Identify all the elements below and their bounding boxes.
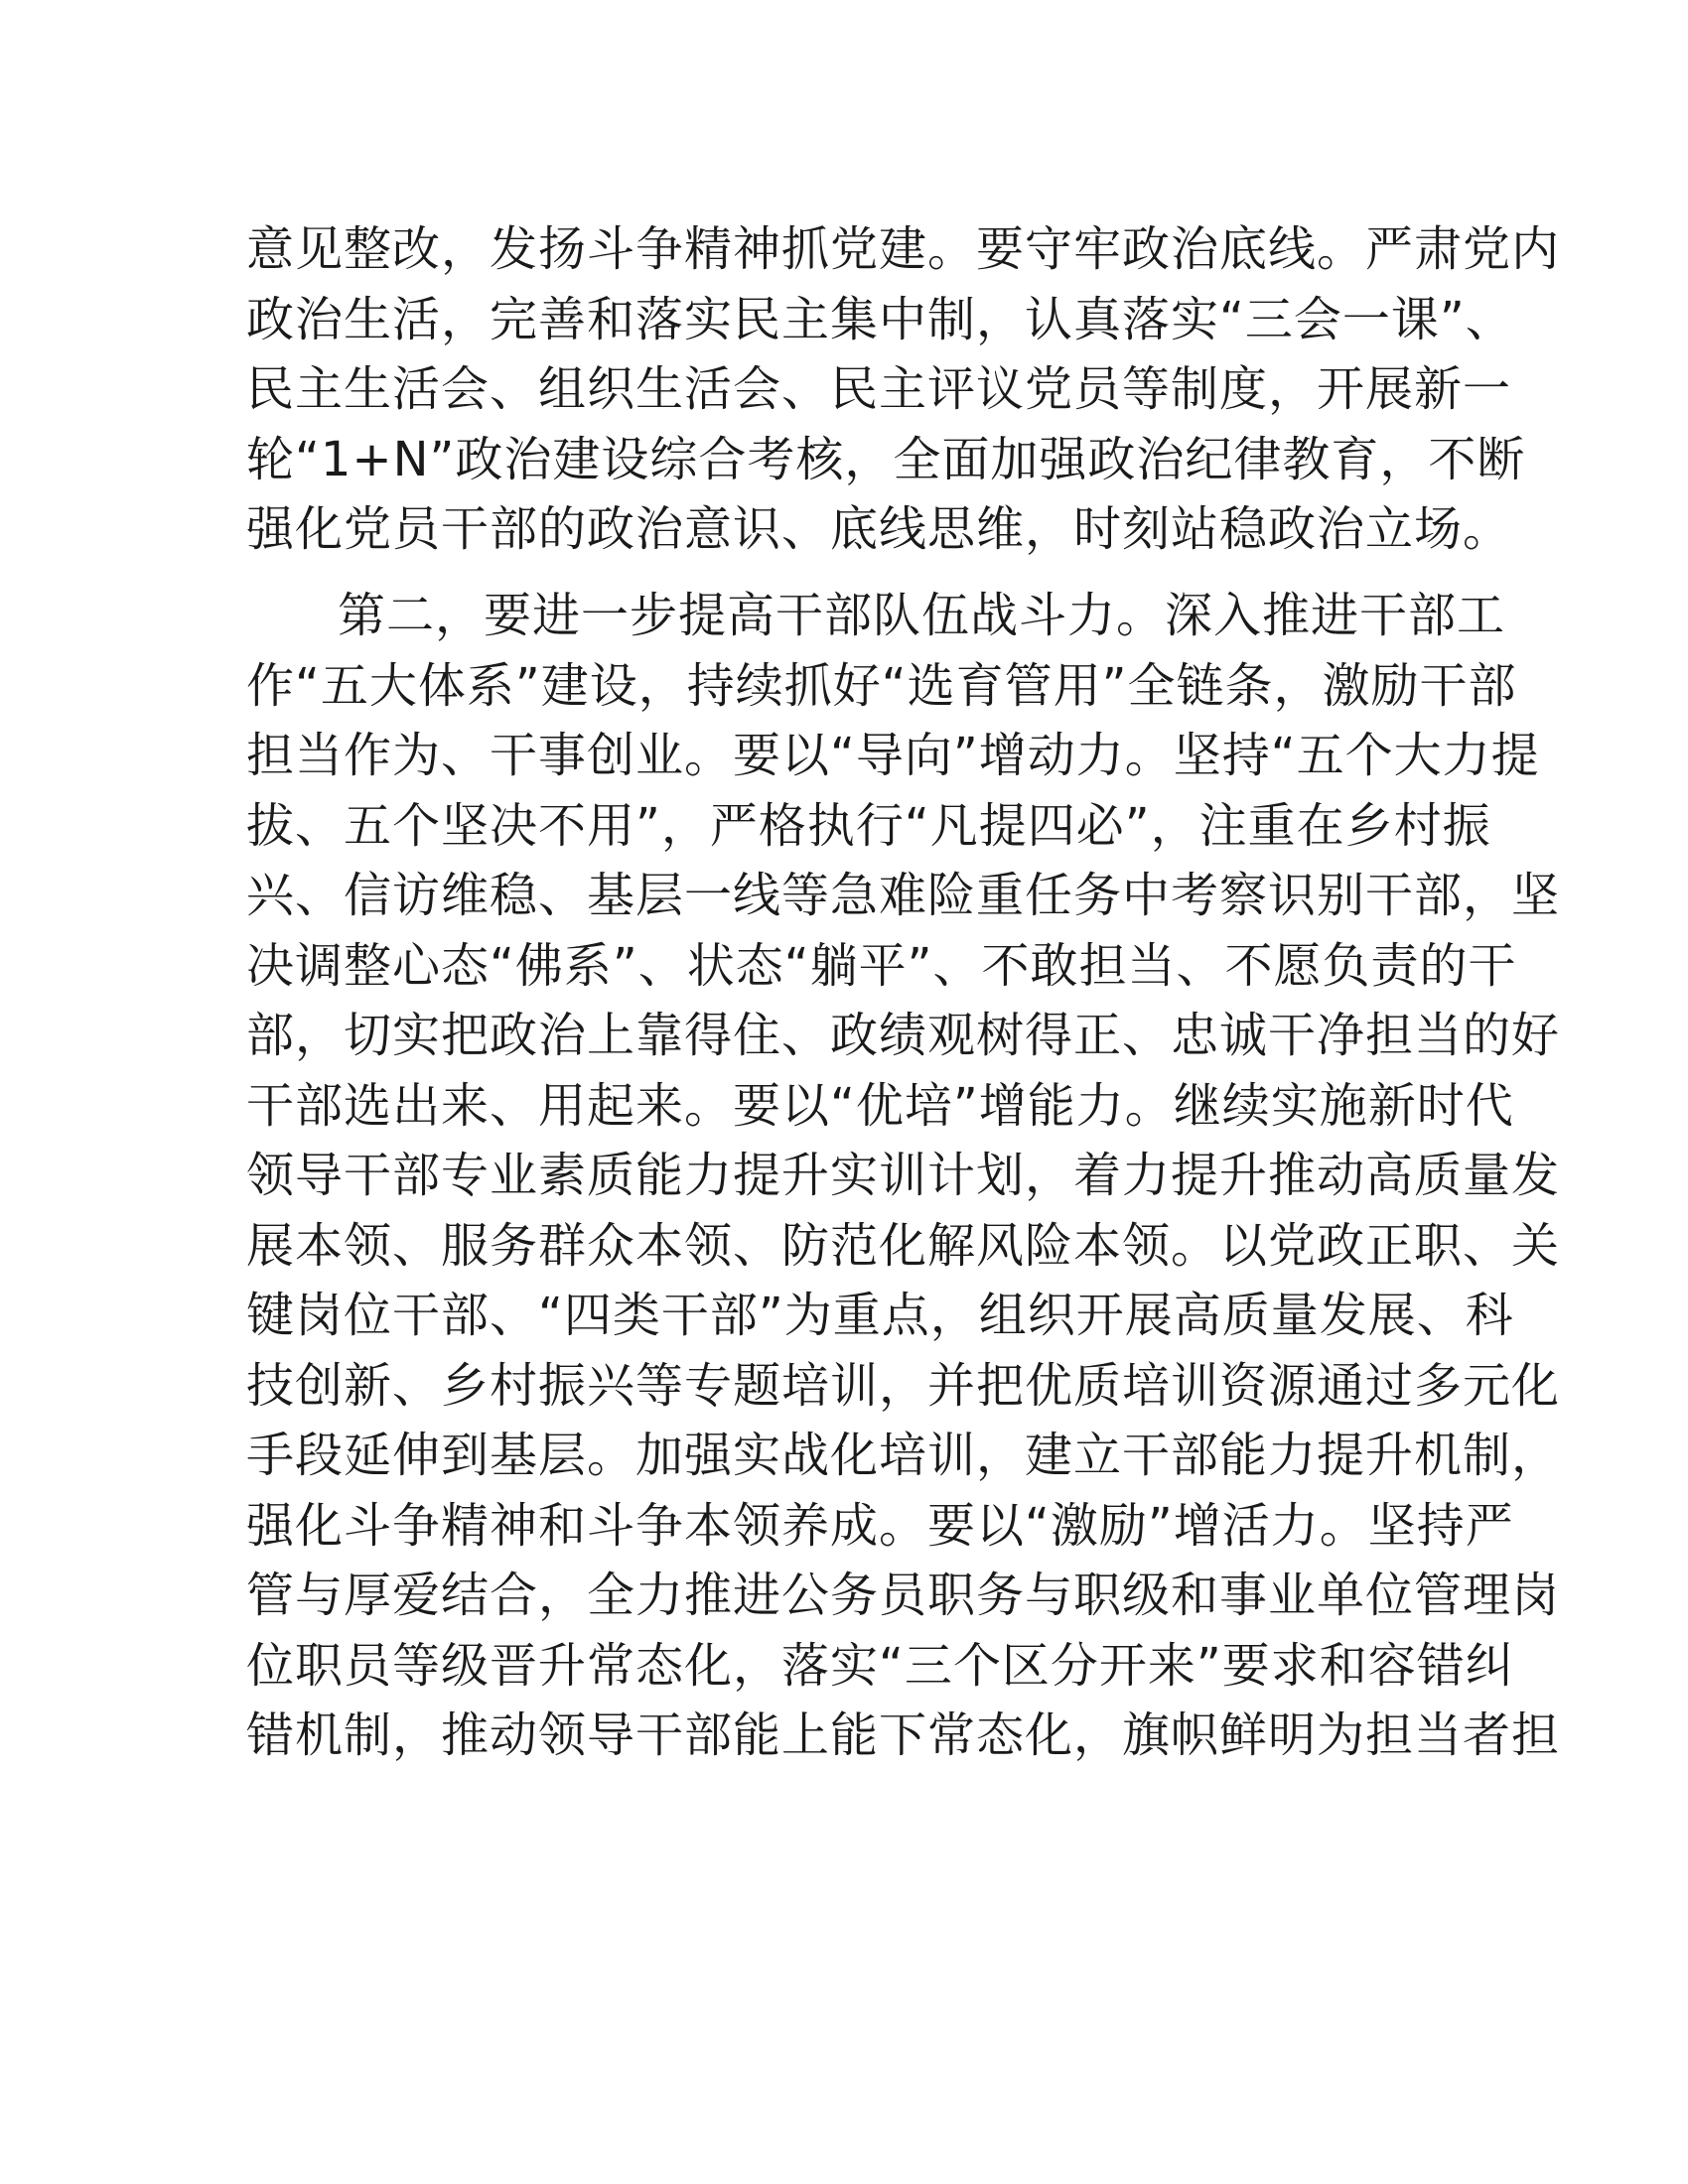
paragraph-1: [246, 214, 1561, 565]
paragraph-line: 部，切实把政治上靠得住、政绩观树得正、忠诚干净担当的好: [246, 1008, 1561, 1063]
paragraph-line: 手段延伸到基层。加强实战化培训，建立干部能力提升机制，: [246, 1428, 1561, 1483]
paragraph-line: 担当作为、干事创业。要以“导向”增动力。坚持“五个大力提: [246, 728, 1540, 783]
paragraph-line: 民主生活会、组织生活会、民主评议党员等制度，开展新一: [246, 361, 1512, 417]
paragraph-line: 第二，要进一步提高干部队伍战斗力。深入推进干部工: [338, 588, 1506, 643]
paragraph-line: 位职员等级晋升常态化，落实“三个区分开来”要求和容错纠: [246, 1637, 1514, 1694]
paragraph-line: 展本领、服务群众本领、防范化解风险本领。以党政正职、关: [246, 1217, 1561, 1274]
paragraph-line: 错机制，推动领导干部能上能下常态化，旗帜鲜明为担当者担: [246, 1707, 1561, 1763]
paragraph-line: 干部选出来、用起来。要以“优培”增能力。继续实施新时代: [246, 1077, 1514, 1134]
paragraph-line: 兴、信访维稳、基层一线等急难险重任务中考察识别干部，坚: [246, 868, 1561, 923]
paragraph-line: 轮“1+N”政治建设综合考核，全面加强政治纪律教育，不断: [246, 431, 1526, 487]
paragraph-line: 决调整心态“佛系”、状态“躺平”、不敢担当、不愿负责的干: [246, 937, 1517, 994]
paragraph-line: 政治生活，完善和落实民主集中制，认真落实“三会一课”、: [246, 291, 1514, 347]
paragraph-line: 管与厚爱结合，全力推进公务员职务与职级和事业单位管理岗: [246, 1568, 1561, 1623]
paragraph-line: 领导干部专业素质能力提升实训计划，着力提升推动高质量发: [246, 1148, 1561, 1203]
paragraph-line: 拔、五个坚决不用”，严格执行“凡提四必”，注重在乡村振: [246, 797, 1491, 854]
paragraph-line: 键岗位干部、“四类干部”为重点，组织开展高质量发展、科: [246, 1288, 1514, 1343]
paragraph-line: 强化党员干部的政治意识、底线思维，时刻站稳政治立场。: [246, 501, 1512, 557]
paragraph-line: 作“五大体系”建设，持续抓好“选育管用”全链条，激励干部: [246, 657, 1517, 714]
paragraph-line: 意见整改，发扬斗争精神抓党建。要守牢政治底线。严肃党内: [246, 221, 1561, 277]
paragraph-2: [246, 581, 1561, 1771]
paragraph-line: 强化斗争精神和斗争本领养成。要以“激励”增活力。坚持严: [246, 1497, 1514, 1554]
paragraph-line: 技创新、乡村振兴等专题培训，并把优质培训资源通过多元化: [246, 1357, 1561, 1414]
